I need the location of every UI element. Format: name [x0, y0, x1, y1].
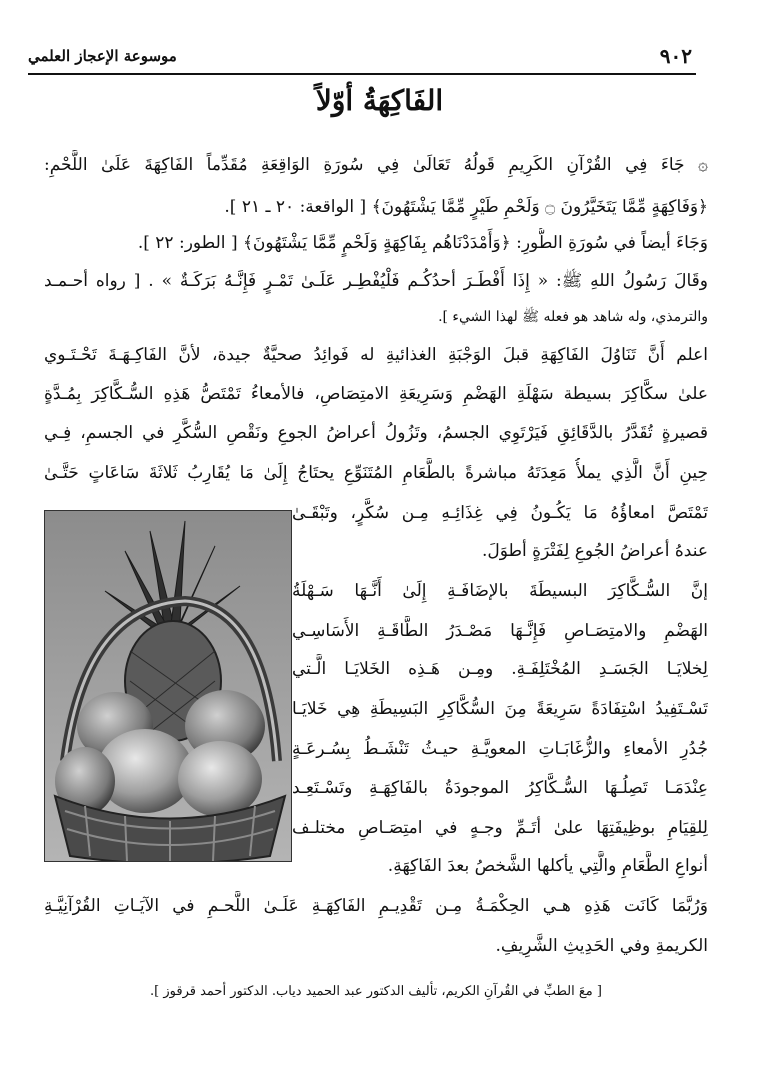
fruit-basket-illustration	[45, 511, 291, 861]
text-line: لِلقِيَامِ بوظِيفَتِهَا علىٰ أتَـمِّ وجـهٍ في امتِصَـاصِ مختلـف	[292, 818, 708, 838]
text-line: تَمْتَصَّ امعاؤُهُ مَا يَكُـونُ فِي غِذَائِـهِ مِـن سُكَّرٍ، وتَبْقَـىٰ	[292, 503, 708, 523]
header-rule	[28, 73, 696, 75]
text-line: قصيرةٍ تُقَدَّرُ بالدَّقَائِقِ فَيَرْتَوِي الجسمُ، وتَزُولُ أعراضُ الجوعِ ونَقْصِ السُّكَّرِ في الجسمِ، فِـي	[44, 423, 708, 443]
text-line: والترمذي، وله شاهد هو فعله ﷺ لهذا الشيء ].	[438, 309, 708, 325]
text-line: ۞ جَاءَ فِي القُرْآنِ الكَرِيمِ قَولُهُ تَعَالَىٰ فِي سُورَةِ الوَاقِعَةِ مُقَدِّماً الفَاكِهَةَ عَلَىٰ اللَّحْمِ:	[44, 155, 708, 175]
citation-footnote: [ معَ الطبِّ في القُرآنِ الكريم، تأليف الدكتور عبد الحميد دياب. الدكتور أحمد قرقوز ].	[150, 984, 602, 999]
text-line: وَجَاءَ أيضاً في سُورَةِ الطُّورِ: ﴿وَأَمْدَدْنَاهُم بِفَاكِهَةٍ وَلَحْمٍ مِّمَّا يَشْتَهُونَ﴾ [ الطور: ٢٢ ].	[137, 233, 708, 253]
page-number: ٩٠٢	[659, 44, 692, 68]
text-line: الهَضْمِ والامتِصَـاصِ فَإِنَّـهَا مَصْـدَرُ الطَّاقَـةِ الأَسَاسِـي	[292, 621, 708, 641]
text-line: جُدُرِ الأمعاءِ والزُّغَابَـاتِ المعويَّـةِ حيـثُ تَنْشَـطُ بِسُـرعَـةٍ	[292, 739, 708, 759]
page-header	[28, 44, 692, 70]
fruit-basket-photo	[44, 510, 292, 862]
text-line: إنَّ السُّـكَّاكِرَ البسيطَةَ بالإضَافَـةِ إِلَىٰ أَنَّـهَا سَـهْلَةُ	[292, 581, 708, 601]
text-line: الكريمةِ وفي الحَدِيثِ الشَّرِيفِ.	[495, 936, 708, 956]
running-title: موسوعة الإعجاز العلمي	[28, 47, 177, 65]
text-line: لِخلايَـا الجَسَـدِ المُخْتَلِفَـةِ. ومِـن هَـذِه الخَلايَـا الَّـتي	[292, 659, 708, 679]
text-line: أنواعِ الطَّعَامِ والَّتِي يأكلها الشَّخصُ بعدَ الفَاكِهَةِ.	[387, 856, 708, 876]
text-line: حِينِ أَنَّ الَّذِي يملأُ مَعِدَتَهُ مباشرةً بالطَّعَامِ المُتَنَوِّعِ يحتَاجُ إِلَىٰ مَا يُقَارِبُ ثَلاثَةَ سَاعَاتٍ حَتَّـىٰ	[44, 463, 708, 483]
text-line: اعلم أَنَّ تَنَاوُلَ الفَاكِهَةِ قبلَ الوَجْبَةِ الغذائيةِ له فَوائِدُ صحيَّةٌ جيدة، لأنَّ الفَاكِـهَـةَ تَحْـتَـوي	[44, 345, 708, 365]
section-title: الفَاكِهَةُ أوّلاً	[315, 84, 444, 117]
text-line: عِنْدَمَـا تَصِلُـهَا السُّـكَّاكِرُ الموجودَةُ بالفَاكِهَـةِ وتَسْـتَعِـد	[292, 778, 708, 798]
text-line: ﴿وَفَاكِهَةٍ مِّمَّا يَتَخَيَّرُونَ ۝ وَلَحْمِ طَيْرٍ مِّمَّا يَشْتَهُونَ﴾ [ الواقعة: ٢٠ ـ ٢١ ].	[224, 197, 708, 217]
text-line: علىٰ سكَّاكِرَ بسيطة سَهْلَةِ الهَضْمِ وَسَرِيعَةِ الامتِصَاصِ، فالأمعاءُ تَمْتَصُّ هَذِهِ السُّـكَّاكِرَ بِمُـدَّةٍ	[44, 384, 708, 404]
text-line: وَرُبَّمَا كَانَت هَذِهِ هـي الحِكْمَـةُ مِـن تَقْدِيـمِ الفَاكِهَـةِ عَلَـىٰ اللَّحـمِ في الآيَـاتِ القُرْآنِيَّـةِ	[44, 896, 708, 916]
text-line: وقَالَ رَسُولُ اللهِ ﷺ: « إِذَا أَفْطَـرَ أحدُكُـم فَلْيُفْطِـر عَلَـىٰ تَمْـرٍ فَإِنَّـهُ بَرَكَـةٌ » . [ رواه أحـمـد	[44, 271, 708, 291]
text-line: تَسْـتَفِيدُ اسْتِفَادَةً سَرِيعَةً مِنَ السُّكَّاكِرِ البَسِيطَةِ هِي خَلايَـا	[292, 699, 708, 719]
text-line: عندهُ أعراضُ الجُوعِ لِفَتْرَةٍ أطوَلَ.	[481, 541, 708, 561]
